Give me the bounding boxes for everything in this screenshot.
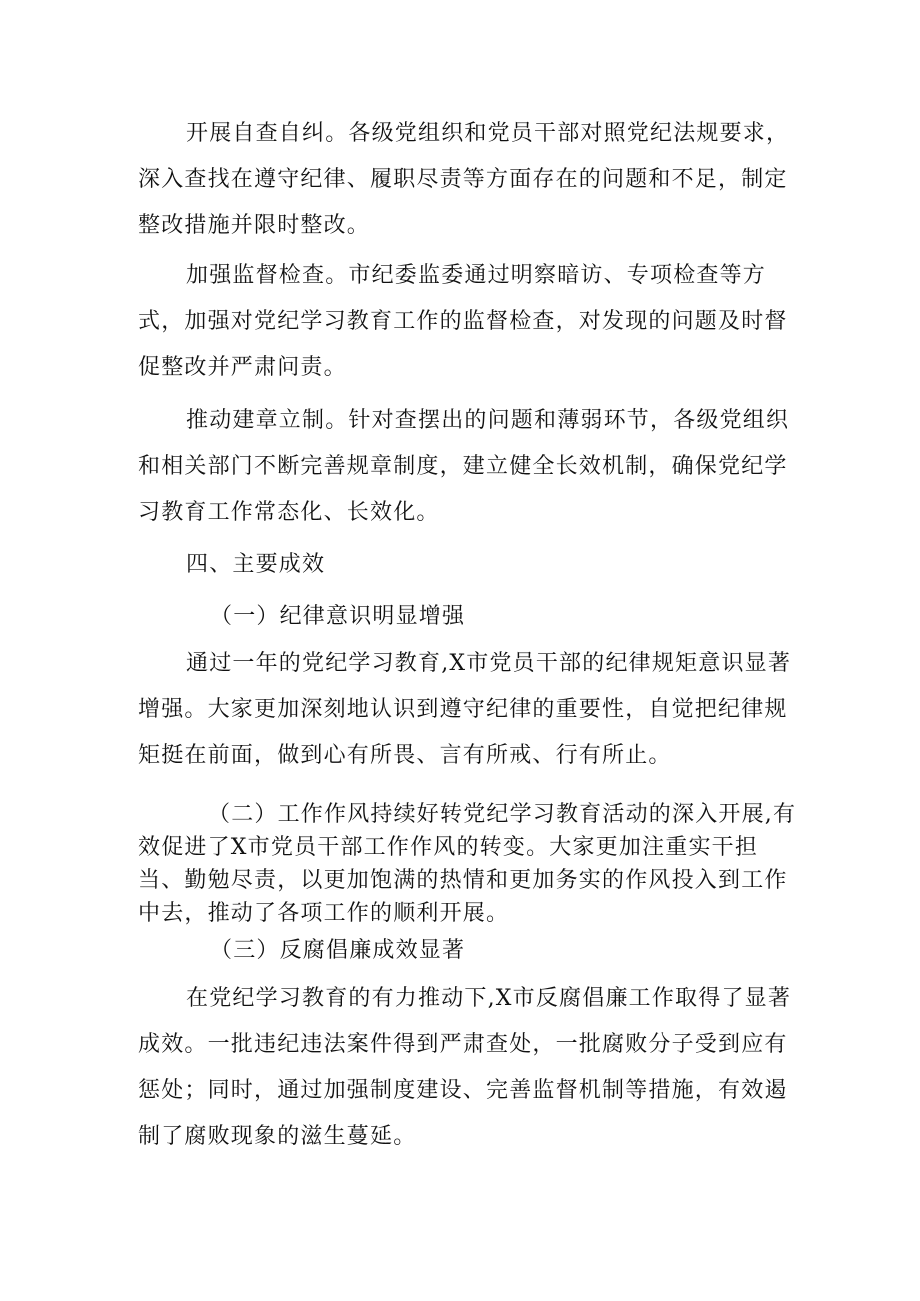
paragraph-supervision: 加强监督检查。市纪委监委通过明察暗访、专项检查等方式，加强对党纪学习教育工作的监督检查，对发现的问题及时督促整改并严肃问责。 xyxy=(138,263,788,380)
paragraph-self-inspection: 开展自查自纠。各级党组织和党员干部对照党纪法规要求，深入查找在遵守纪律、履职尽责等方面存在的问题和不足，制定整改措施并限时整改。 xyxy=(138,121,790,238)
paragraph-anti-corruption: 在党纪学习教育的有力推动下,X市反腐倡廉工作取得了显著成效。一批违纪违法案件得到严肃查处，一批腐败分子受到应有惩处；同时，通过加强制度建设、完善监督机制等措施，有效遏制了腐败现象的滋生蔓延。 xyxy=(138,986,792,1149)
paragraph-rules-building: 推动建章立制。针对查摆出的问题和薄弱环节，各级党组织和相关部门不断完善规章制度，建立健全长效机制，确保党纪学习教育工作常态化、长效化。 xyxy=(138,408,790,525)
subheading-anti-corruption: （三）反腐倡廉成效显著 xyxy=(210,938,466,963)
subheading-discipline-awareness: （一）纪律意识明显增强 xyxy=(210,604,466,629)
section-heading-main-results: 四、主要成效 xyxy=(186,552,326,577)
paragraph-work-style: （二）工作作风持续好转党纪学习教育活动的深入开展,有效促进了X市党员干部工作作风的转变。大家更加注重实干担当、勤勉尽责，以更加饱满的热情和更加务实的作风投入到工作中去，推动了各项工作的顺利开展。 xyxy=(138,802,797,926)
paragraph-discipline-awareness: 通过一年的党纪学习教育,X市党员干部的纪律规矩意识显著增强。大家更加深刻地认识到遵守纪律的重要性，自觉把纪律规矩挺在前面，做到心有所畏、言有所戒、行有所止。 xyxy=(138,651,792,768)
